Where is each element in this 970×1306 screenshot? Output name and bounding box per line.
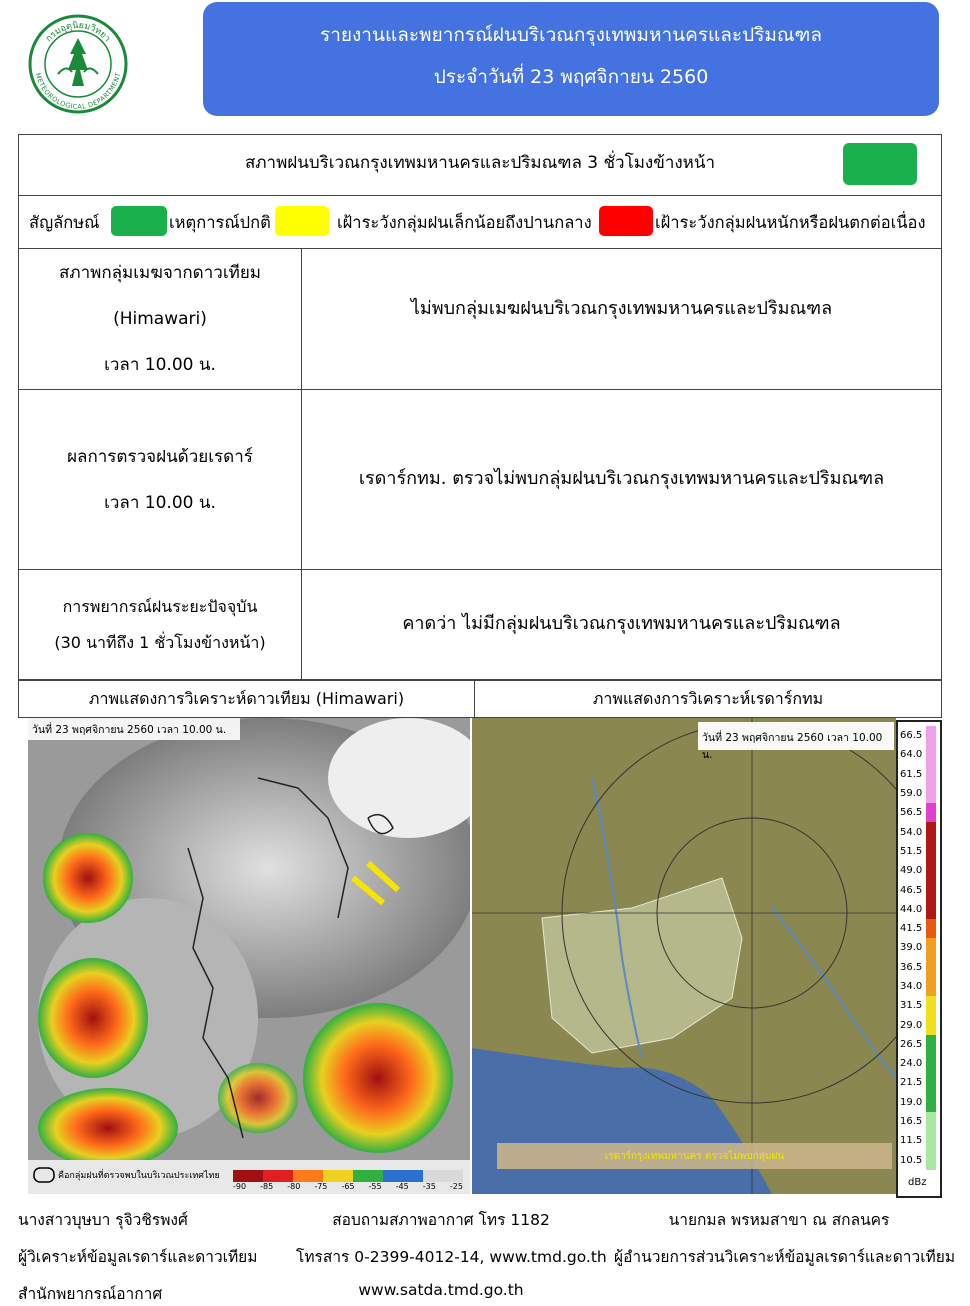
report-date: ประจำวันที่ 23 พฤศจิกายน 2560 xyxy=(433,66,709,88)
dbz-scale-value: 19.0 xyxy=(900,1096,923,1108)
contact-website: www.satda.tmd.go.th xyxy=(358,1281,524,1299)
dbz-scale-row xyxy=(900,880,938,899)
dbz-scale-swatch xyxy=(926,842,936,861)
dbz-scale-row xyxy=(900,842,938,861)
footer-contact xyxy=(296,1207,607,1299)
dbz-scale-swatch xyxy=(926,880,936,899)
nowcast-label-cell xyxy=(19,570,302,680)
satellite-scale-value: -35 xyxy=(422,1182,436,1191)
footer-director xyxy=(614,1207,956,1269)
dbz-scale-swatch xyxy=(926,1112,936,1131)
dbz-scale-value: 24.0 xyxy=(900,1058,923,1070)
dbz-scale-value: 51.5 xyxy=(900,845,923,857)
dbz-scale-row xyxy=(900,1054,938,1073)
director-name: นายกมล พรหมสาขา ณ สกลนคร xyxy=(668,1211,890,1229)
legend-normal: เหตุการณ์ปกติ xyxy=(169,213,271,232)
satellite-timestamp: วันที่ 23 พฤศจิกายน 2560 เวลา 10.00 น. xyxy=(32,724,227,736)
dbz-scale-value: 59.0 xyxy=(900,788,923,800)
contact-fax: โทรสาร 0-2399-4012-14, www.tmd.go.th xyxy=(296,1248,607,1266)
satellite-result: ไม่พบกลุ่มเมฆฝนบริเวณกรุงเทพมหานครและปริมณฑล xyxy=(410,297,833,319)
dbz-scale-row xyxy=(900,1073,938,1092)
satellite-label-line1: สภาพกลุ่มเมฆจากดาวเทียม xyxy=(59,263,261,283)
dbz-scale-swatch xyxy=(926,822,936,841)
dbz-scale-row xyxy=(900,977,938,996)
dbz-scale-swatch xyxy=(926,996,936,1015)
image-headers xyxy=(18,680,942,716)
dbz-scale-swatch xyxy=(926,977,936,996)
satellite-scale-value: -65 xyxy=(341,1182,355,1191)
dbz-scale-row xyxy=(900,1112,938,1131)
dbz-scale-swatch xyxy=(926,803,936,822)
satellite-scale-value: -75 xyxy=(314,1182,328,1191)
satellite-scale-value: -55 xyxy=(368,1182,382,1191)
dbz-scale-value: 26.5 xyxy=(900,1038,923,1050)
analyst-office: สำนักพยากรณ์อากาศ xyxy=(18,1285,163,1303)
legend-row xyxy=(19,196,942,249)
dbz-scale-value: 54.0 xyxy=(900,826,923,838)
dbz-scale-row xyxy=(900,803,938,822)
satellite-scale-value: -45 xyxy=(395,1182,409,1191)
dbz-scale-row xyxy=(900,1131,938,1150)
dbz-scale-value: 31.5 xyxy=(900,1000,923,1012)
nowcast-result: คาดว่า ไม่มีกลุ่มฝนบริเวณกรุงเทพมหานครและปริมณฑล xyxy=(402,613,841,634)
radar-label-line1: ผลการตรวจฝนด้วยเรดาร์ xyxy=(67,446,253,467)
radar-image-header: ภาพแสดงการวิเคราะห์เรดาร์กทม xyxy=(474,680,942,718)
dbz-scale-value: 36.5 xyxy=(900,961,923,973)
dbz-scale-swatch xyxy=(926,958,936,977)
dbz-scale-swatch xyxy=(926,1015,936,1034)
legend-label: สัญลักษณ์ xyxy=(29,213,100,232)
satellite-label-line3: เวลา 10.00 น. xyxy=(104,355,216,375)
status-title: สภาพฝนบริเวณกรุงเทพมหานครและปริมณฑล 3 ชั่วโมงข้างหน้า xyxy=(244,153,716,173)
dbz-scale-row xyxy=(900,958,938,977)
dbz-scale-row xyxy=(900,1035,938,1054)
tmd-logo xyxy=(28,14,128,114)
satellite-scale-value: -85 xyxy=(260,1182,274,1191)
radar-note: เรดาร์กรุงเทพมหานคร ตรวจไม่พบกลุ่มฝน xyxy=(604,1151,785,1162)
dbz-scale-swatch xyxy=(926,784,936,803)
logo-text-top: กรมอุตุนิยมวิทยา xyxy=(44,20,113,45)
nowcast-result-cell xyxy=(302,570,942,680)
dbz-scale-row xyxy=(900,919,938,938)
nowcast-label-line1: การพยากรณ์ฝนระยะปัจจุบัน xyxy=(62,596,258,616)
dbz-scale-value: 16.5 xyxy=(900,1116,923,1128)
dbz-scale-row xyxy=(900,861,938,880)
dbz-scale-value: 49.0 xyxy=(900,865,923,877)
dbz-scale-value: 66.5 xyxy=(900,730,923,742)
analyst-role: ผู้วิเคราะห์ข้อมูลเรดาร์และดาวเทียม xyxy=(18,1248,258,1266)
satellite-image-header: ภาพแสดงการวิเคราะห์ดาวเทียม (Himawari) xyxy=(18,680,475,718)
dbz-scale-value: 10.5 xyxy=(900,1154,923,1166)
dbz-scale-swatch xyxy=(926,765,936,784)
dbz-scale-swatch xyxy=(926,938,936,957)
dbz-scale-swatch xyxy=(926,900,936,919)
legend-swatch-green xyxy=(111,206,167,236)
dbz-unit: dBz xyxy=(908,1177,927,1188)
dbz-scale-row xyxy=(900,745,938,764)
dbz-scale-value: 29.0 xyxy=(900,1019,923,1031)
dbz-scale-swatch xyxy=(926,1131,936,1150)
satellite-label-line2: (Himawari) xyxy=(113,309,207,329)
satellite-image xyxy=(28,718,470,1194)
radar-label-line2: เวลา 10.00 น. xyxy=(104,492,216,513)
dbz-scale-value: 44.0 xyxy=(900,903,923,915)
dbz-scale-swatch xyxy=(926,861,936,880)
legend-swatch-red xyxy=(599,206,653,236)
logo-text-bottom: METEOROLOGICAL DEPARTMENT xyxy=(33,72,123,111)
dbz-scale-swatch xyxy=(926,1073,936,1092)
dbz-scale-value: 11.5 xyxy=(900,1135,923,1147)
dbz-scale-value: 39.0 xyxy=(900,942,923,954)
dbz-scale-swatch xyxy=(926,1093,936,1112)
dbz-scale-value: 21.5 xyxy=(900,1077,923,1089)
satellite-scale-value: -80 xyxy=(287,1182,301,1191)
dbz-scale-row xyxy=(900,996,938,1015)
satellite-label-cell xyxy=(19,249,302,390)
status-indicator-green xyxy=(843,143,917,185)
analyst-name: นางสาวบุษบา รุจิวชิรพงศ์ xyxy=(18,1211,188,1229)
satellite-scale-value: -90 xyxy=(233,1182,247,1191)
dbz-scale-swatch xyxy=(926,1151,936,1170)
legend-red: เฝ้าระวังกลุ่มฝนหนักหรือฝนตกต่อเนื่อง xyxy=(655,213,926,232)
dbz-scale-row xyxy=(900,784,938,803)
dbz-scale-swatch xyxy=(926,1054,936,1073)
dbz-scale-row xyxy=(900,1093,938,1112)
dbz-scale-swatch xyxy=(926,919,936,938)
dbz-scale-value: 34.0 xyxy=(900,981,923,992)
radar-label-cell xyxy=(19,390,302,570)
radar-timestamp: วันที่ 23 พฤศจิกายน 2560 เวลา 10.00 น. xyxy=(702,732,883,761)
dbz-scale-value: 64.0 xyxy=(900,749,923,761)
radar-dbz-scale xyxy=(896,720,942,1198)
dbz-scale-swatch xyxy=(926,726,936,745)
dbz-scale-value: 61.5 xyxy=(900,768,923,780)
legend-yellow: เฝ้าระวังกลุ่มฝนเล็กน้อยถึงปานกลาง xyxy=(337,213,592,232)
satellite-result-cell xyxy=(302,249,942,390)
satellite-scale-value: -25 xyxy=(449,1182,463,1191)
dbz-scale-row xyxy=(900,726,938,745)
dbz-scale-row xyxy=(900,1151,938,1170)
director-role: ผู้อำนวยการส่วนวิเคราะห์ข้อมูลเรดาร์และดาวเทียม xyxy=(614,1248,956,1266)
dbz-scale-row xyxy=(900,822,938,841)
radar-image xyxy=(472,718,896,1194)
satellite-legend-note: คือกลุ่มฝนที่ตรวจพบในบริเวณประเทศไทย xyxy=(58,1171,220,1181)
satellite-scale xyxy=(233,1182,463,1191)
footer-analyst xyxy=(18,1207,257,1306)
dbz-scale-value: 41.5 xyxy=(900,923,923,935)
report-title: รายงานและพยากรณ์ฝนบริเวณกรุงเทพมหานครและปริมณฑล xyxy=(320,24,822,46)
dbz-scale-row xyxy=(900,938,938,957)
dbz-scale-row xyxy=(900,765,938,784)
legend-swatch-yellow xyxy=(275,206,329,236)
rain-report-table xyxy=(18,134,942,680)
radar-result: เรดาร์กทม. ตรวจไม่พบกลุ่มฝนบริเวณกรุงเทพมหานครและปริมณฑล xyxy=(358,468,885,489)
dbz-scale-row xyxy=(900,1015,938,1034)
nowcast-label-line2: (30 นาทีถึง 1 ชั่วโมงข้างหน้า) xyxy=(54,632,266,652)
dbz-scale-row xyxy=(900,900,938,919)
dbz-scale-value: 56.5 xyxy=(900,807,923,819)
radar-result-cell xyxy=(302,390,942,570)
dbz-scale-value: 46.5 xyxy=(900,884,923,896)
contact-phone: สอบถามสภาพอากาศ โทร 1182 xyxy=(332,1211,550,1229)
status-row xyxy=(19,135,942,196)
dbz-scale-swatch xyxy=(926,745,936,764)
dbz-scale-swatch xyxy=(926,1035,936,1054)
report-banner xyxy=(203,2,939,116)
